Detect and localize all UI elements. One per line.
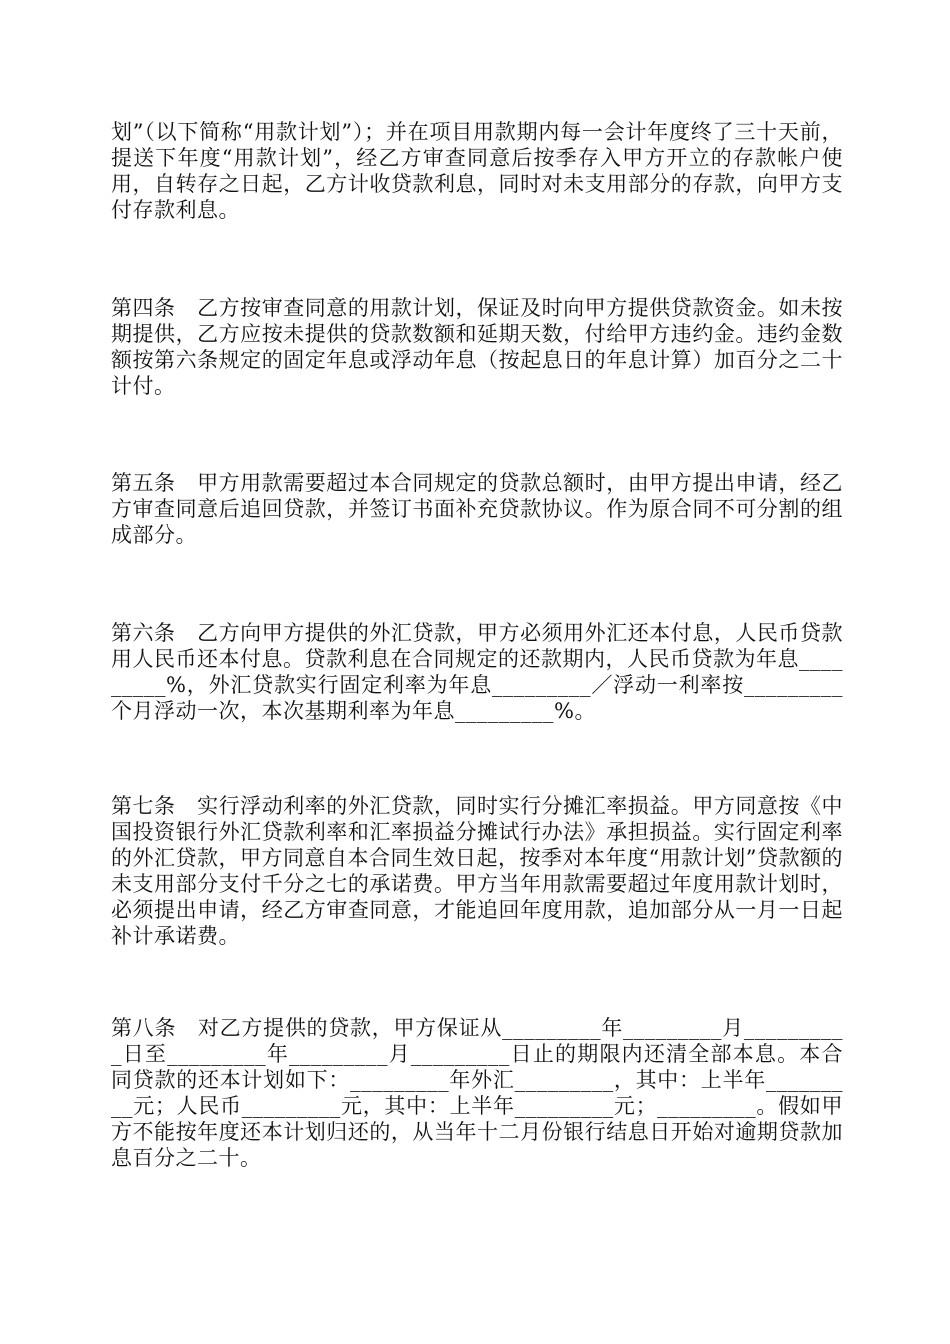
paragraph-article-7: 第七条 实行浮动利率的外汇贷款，同时实行分摊汇率损益。甲方同意按《中国投资银行外汇贷款利率和汇率损益分摊试行办法》承担损益。实行固定利率的外汇贷款，甲方同意自本合同生效日起，按季对本年度“用款计划”贷款额的未支用部分支付千分之七的承诺费。甲方当年用款需要超过年度用款计划时，必须提出申请，经乙方审查同意，才能追回年度用款，追加部分从一月一日起补计承诺费。 — [111, 794, 843, 948]
paragraph-loan-plan-continuation: 划”（以下简称“用款计划”）；并在项目用款期内每一会计年度终了三十天前，提送下年度“用款计划”，经乙方审查同意后按季存入甲方开立的存款帐户使用，自转存之日起，乙方计收贷款利息，同时对未支用部分的存款，向甲方支付存款利息。 — [111, 120, 843, 222]
paragraph-article-4: 第四条 乙方按审查同意的用款计划，保证及时向甲方提供贷款资金。如未按期提供，乙方应按未提供的贷款数额和延期天数，付给甲方违约金。违约金数额按第六条规定的固定年息或浮动年息（按起息日的年息计算）加百分之二十计付。 — [111, 296, 843, 398]
paragraph-article-8: 第八条 对乙方提供的贷款，甲方保证从_________年_________月__________日至_________年_________月_________日止的期限内还清全部本息。本合同贷款的还本计划如下：_________年外汇_________，其中：上半年_________元；人民币_________元，其中：上半年_________元；_________。假如甲方不能按年度还本计划归还的，从当年十二月份银行结息日开始对逾期贷款加息百分之二十。 — [111, 1016, 843, 1170]
paragraph-article-5: 第五条 甲方用款需要超过本合同规定的贷款总额时，由甲方提出申请，经乙方审查同意后追回贷款，并签订书面补充贷款协议。作为原合同不可分割的组成部分。 — [111, 471, 843, 547]
paragraph-article-6: 第六条 乙方向甲方提供的外汇贷款，甲方必须用外汇还本付息，人民币贷款用人民币还本付息。贷款利息在合同规定的还款期内，人民币贷款为年息_________%，外汇贷款实行固定利率为年息_________／浮动一利率按_________个月浮动一次，本次基期利率为年息_________%。 — [111, 621, 843, 723]
